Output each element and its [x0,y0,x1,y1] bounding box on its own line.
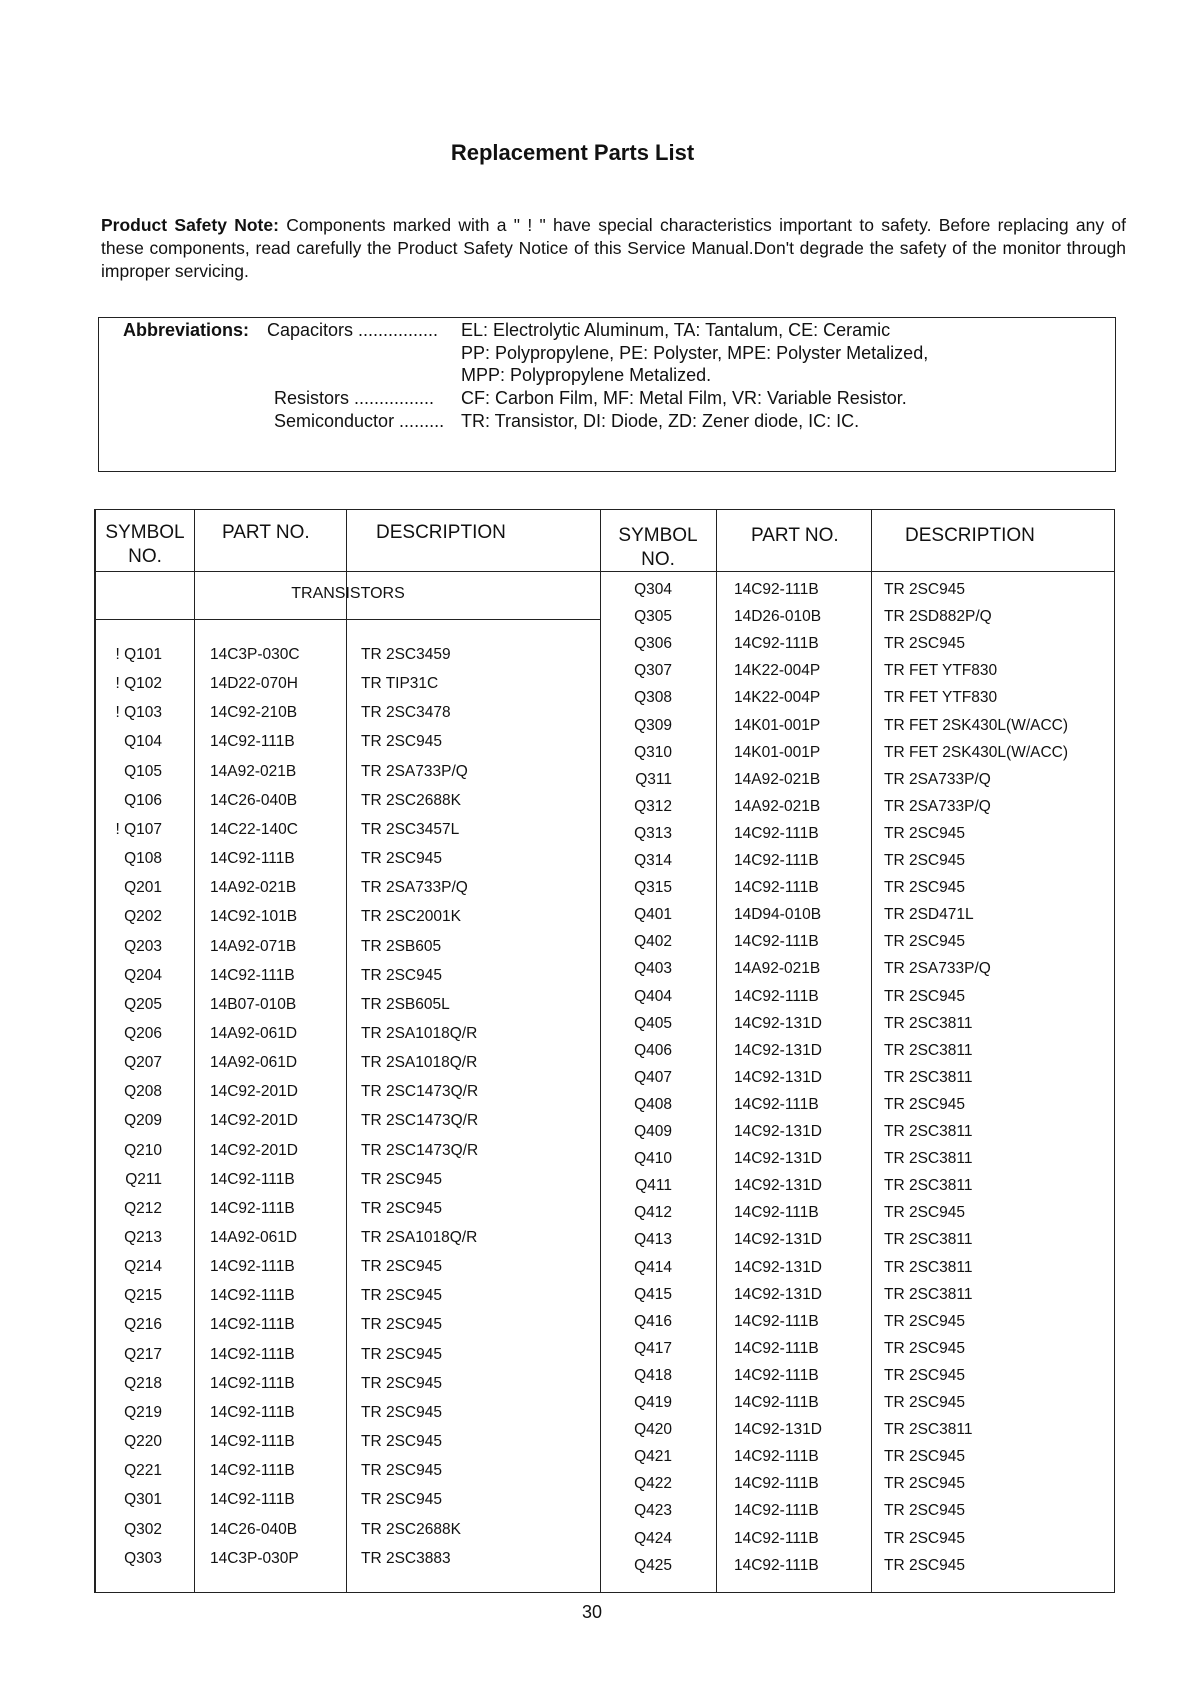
part-no-cell: 14C92-131D [734,1014,822,1032]
description-cell: TR 2SC945 [884,1556,965,1574]
symbol-cell: Q423 [634,1502,672,1520]
description-cell: TR 2SC2688K [361,791,461,809]
description-cell: TR 2SC945 [884,1312,965,1330]
part-no-cell: 14D22-070H [210,675,298,693]
part-no-cell: 14C92-111B [734,581,819,598]
part-no-cell: 14C92-131D [734,1041,822,1059]
symbol-cell: ! Q102 [115,675,162,693]
part-no-cell: 14A92-061D [210,1054,298,1072]
description-cell: TR 2SC3811 [884,1041,973,1059]
description-cell: TR 2SC945 [361,1258,442,1276]
description-cell: TR 2SA733P/Q [884,797,991,815]
part-no-cell: 14A92-021B [210,879,297,897]
symbol-cell: Q301 [124,1491,162,1509]
description-cell: TR 2SA733P/Q [884,770,991,788]
part-no-cell: 14C92-111B [210,966,295,984]
symbol-cell: Q313 [634,824,672,842]
symbol-cell: Q420 [634,1421,672,1439]
symbol-cell: Q414 [634,1258,672,1276]
part-no-cell: 14C92-201D [210,1083,298,1101]
symbol-cell: Q410 [634,1150,672,1168]
part-no-cell: 14C92-111B [734,1204,819,1222]
description-cell: TR 2SA1018Q/R [361,1229,478,1246]
description-cell: TR 2SC945 [361,1287,442,1305]
description-cell: TR 2SC945 [361,1462,442,1480]
symbol-cell: Q210 [124,1141,162,1159]
part-no-cell: 14C92-111B [734,987,819,1005]
part-no-cell: 14B07-010B [210,995,297,1013]
symbol-cell: Q221 [124,1462,162,1480]
safety-note-label: Product Safety Note: [101,215,279,235]
description-cell: TR 2SC945 [884,1095,965,1113]
capacitors-line-2: PP: Polypropylene, PE: Polyster, MPE: Polyster Metalized, [461,343,929,363]
description-cell: TR FET 2SK430L(W/ACC) [884,716,1069,734]
semiconductor-text: TR: Transistor, DI: Diode, ZD: Zener diode, IC: IC. [461,411,860,431]
part-no-cell: 14C92-111B [734,1448,819,1466]
part-no-cell: 14C92-131D [734,1123,822,1140]
description-cell: TR 2SC945 [884,635,965,653]
part-no-cell: 14A92-021B [734,770,821,788]
part-no-cell: 14C92-111B [210,1374,295,1392]
symbol-cell: Q418 [634,1366,672,1384]
symbol-cell: Q205 [124,995,162,1013]
symbol-cell: Q305 [634,608,672,626]
part-no-cell: 14K22-004P [734,689,821,707]
description-cell: TR 2SB605 [361,937,442,955]
symbol-cell: Q108 [124,850,162,868]
symbol-cell: ! Q103 [115,704,162,722]
symbol-cell: Q415 [634,1285,672,1303]
description-cell: TR FET 2SK430L(W/ACC) [884,743,1069,761]
symbol-cell: Q207 [124,1054,162,1072]
symbol-cell: Q211 [125,1170,162,1188]
part-no-cell: 14C92-111B [734,933,819,951]
column-divider [716,510,717,1592]
part-no-cell: 14C92-111B [734,1366,819,1384]
description-cell: TR 2SC3811 [884,1285,973,1303]
symbol-cell: Q309 [634,716,672,734]
description-cell: TR 2SC945 [884,852,965,869]
part-no-cell: 14C92-131D [734,1285,822,1303]
symbol-cell: Q422 [634,1475,672,1493]
page-title: Replacement Parts List [450,140,695,165]
part-no-cell: 14C92-131D [734,1421,822,1439]
symbol-cell: Q417 [634,1339,672,1357]
symbol-cell: Q201 [124,879,162,897]
description-cell: TR 2SC945 [884,1448,965,1466]
part-no-cell: 14C92-111B [734,1394,819,1411]
symbol-cell: Q104 [124,733,162,751]
part-no-cell: 14C92-111B [210,1199,295,1217]
description-cell: TR 2SC945 [361,733,442,751]
symbol-cell: Q220 [124,1433,162,1451]
resistors-text: CF: Carbon Film, MF: Metal Film, VR: Variable Resistor. [461,388,907,408]
part-no-cell: 14K22-004P [734,662,821,680]
part-no-cell: 14C92-201D [210,1141,298,1159]
header-symbol-right: SYMBOL NO. [618,525,698,570]
product-safety-note [101,214,1126,283]
description-cell: TR 2SC3811 [884,1258,973,1276]
symbol-cell: ! Q107 [115,820,162,838]
section-transistors: TRANSISTORS [291,585,405,602]
symbol-cell: Q419 [634,1394,672,1411]
description-cell: TR 2SC945 [884,1502,965,1520]
symbol-cell: Q411 [635,1177,672,1195]
symbol-cell: Q217 [124,1345,162,1363]
column-divider [194,510,195,1592]
part-no-cell: 14C92-111B [734,1095,819,1113]
part-no-cell: 14C92-131D [734,1231,822,1249]
part-no-cell: 14C92-111B [734,1312,819,1330]
part-no-cell: 14C92-111B [210,850,295,868]
description-cell: TR 2SC3883 [361,1549,451,1567]
description-cell: TR 2SC945 [884,581,965,598]
part-no-cell: 14D26-010B [734,608,822,626]
symbol-cell: Q106 [124,791,162,809]
header-symbol-left: SYMBOL NO. [105,522,185,567]
description-cell: TR 2SA733P/Q [361,879,468,897]
part-no-cell: 14C3P-030C [210,646,300,663]
description-cell: TR 2SC1473Q/R [361,1141,479,1159]
part-no-cell: 14C92-131D [734,1258,822,1276]
part-no-cell: 14C92-111B [210,1491,295,1509]
header-part-no-right: PART NO. [751,525,839,546]
symbol-cell: Q314 [634,852,672,869]
symbol-cell: Q407 [634,1068,672,1086]
part-no-cell: 14C92-111B [210,1403,295,1421]
part-no-cell: 14K01-001P [734,743,821,761]
description-cell: TR 2SA733P/Q [361,762,468,780]
symbol-cell: Q302 [124,1520,162,1538]
column-divider [871,510,872,1592]
symbol-cell: Q401 [634,906,672,924]
description-cell: TR 2SA1018Q/R [361,1024,478,1042]
header-description-right: DESCRIPTION [905,525,1035,546]
symbol-cell: Q406 [634,1041,672,1059]
part-no-cell: 14C92-111B [734,635,819,653]
symbol-cell: Q202 [124,908,162,926]
description-cell: TR 2SC945 [884,933,965,951]
abbreviations-label: Abbreviations: [123,320,250,340]
description-cell: TR 2SC945 [884,1366,965,1384]
description-cell: TR FET YTF830 [884,662,998,680]
part-no-cell: 14K01-001P [734,716,821,734]
part-no-cell: 14C92-111B [734,1529,819,1547]
header-description-left: DESCRIPTION [376,522,506,543]
symbol-cell: Q213 [124,1229,162,1246]
part-no-cell: 14D94-010B [734,906,822,924]
description-cell: TR 2SC3811 [884,1231,973,1249]
description-cell: TR 2SD882P/Q [884,608,992,626]
part-no-cell: 14C92-111B [210,1170,295,1188]
part-no-cell: 14A92-071B [210,937,297,955]
description-cell: TR 2SC945 [884,879,965,897]
description-cell: TR 2SC945 [361,1199,442,1217]
part-no-cell: 14A92-021B [734,960,821,978]
symbol-cell: Q310 [634,743,672,761]
part-no-cell: 14C92-111B [210,1345,295,1363]
symbol-cell: Q425 [634,1556,672,1574]
part-no-cell: 14C92-131D [734,1150,822,1168]
part-no-cell: 14A92-061D [210,1024,298,1042]
description-cell: TR 2SC3457L [361,820,460,838]
symbol-cell: Q216 [124,1316,162,1334]
part-no-cell: 14C92-111B [734,1339,819,1357]
symbol-cell: Q204 [124,966,162,984]
description-cell: TR TIP31C [361,675,439,693]
symbol-cell: Q206 [124,1024,162,1042]
description-cell: TR 2SC945 [361,850,442,868]
part-no-cell: 14C92-111B [210,1258,295,1276]
description-cell: TR 2SC3811 [884,1123,973,1140]
symbol-cell: Q408 [634,1095,672,1113]
page-number: 30 [581,1602,603,1622]
symbol-cell: Q308 [634,689,672,707]
symbol-cell: Q307 [634,662,672,680]
symbol-cell: Q412 [634,1204,672,1222]
description-cell: TR 2SC945 [361,1403,442,1421]
symbol-cell: Q312 [634,797,672,815]
symbol-cell: Q403 [634,960,672,978]
description-cell: TR 2SC945 [884,1339,965,1357]
symbol-cell: Q303 [124,1549,162,1567]
header-part-no-left: PART NO. [222,522,310,543]
description-cell: TR 2SC2001K [361,908,461,926]
description-cell: TR 2SC945 [361,1170,442,1188]
description-cell: TR 2SC3811 [884,1177,973,1195]
part-no-cell: 14C92-210B [210,704,298,722]
part-no-cell: 14C92-131D [734,1177,822,1195]
section-divider [96,619,600,620]
symbol-cell: Q315 [634,879,672,897]
symbol-cell: Q421 [634,1448,672,1466]
symbol-cell: Q105 [124,762,162,780]
description-cell: TR 2SC1473Q/R [361,1083,479,1101]
part-no-cell: 14C92-101B [210,908,298,926]
symbol-cell: Q212 [124,1199,162,1217]
description-cell: TR 2SC3459 [361,646,451,663]
part-no-cell: 14C92-111B [734,1475,819,1493]
part-no-cell: 14C92-111B [210,1433,295,1451]
description-cell: TR 2SC945 [361,1374,442,1392]
description-cell: TR 2SA1018Q/R [361,1054,478,1072]
part-no-cell: 14A92-061D [210,1229,298,1246]
part-no-cell: 14C92-111B [210,733,295,751]
description-cell: TR 2SC3811 [884,1150,973,1168]
description-cell: TR 2SC945 [884,1394,965,1411]
part-no-cell: 14C92-111B [734,852,819,869]
symbol-cell: Q424 [634,1529,672,1547]
description-cell: TR 2SA733P/Q [884,960,991,978]
symbol-cell: Q413 [634,1231,672,1249]
symbol-cell: Q215 [124,1287,162,1305]
part-no-cell: 14C22-140C [210,820,298,838]
symbol-cell: Q306 [634,635,672,653]
description-cell: TR 2SC945 [361,1316,442,1334]
part-no-cell: 14C92-111B [734,824,819,842]
capacitors-label: Capacitors ................ [267,320,439,340]
symbol-cell: Q214 [124,1258,162,1276]
part-no-cell: 14C92-111B [734,879,819,897]
abbreviations-box [98,317,1116,472]
semiconductor-label: Semiconductor ......... [274,411,445,431]
column-divider [346,510,347,1592]
symbol-cell: Q311 [635,770,672,788]
description-cell: TR 2SC945 [884,1204,965,1222]
symbol-cell: Q209 [124,1112,162,1130]
part-no-cell: 14C92-111B [210,1287,295,1305]
part-no-cell: 14C92-111B [734,1502,819,1520]
symbol-cell: Q405 [634,1014,672,1032]
part-no-cell: 14C92-111B [210,1316,295,1334]
description-cell: TR FET YTF830 [884,689,998,707]
part-no-cell: 14A92-021B [210,762,297,780]
symbol-cell: Q416 [634,1312,672,1330]
symbol-cell: Q203 [124,937,162,955]
part-no-cell: 14C26-040B [210,1520,298,1538]
symbol-cell: Q218 [124,1374,162,1392]
description-cell: TR 2SC945 [884,824,965,842]
symbol-cell: Q409 [634,1123,672,1140]
symbol-cell: ! Q101 [115,646,162,663]
description-cell: TR 2SC3811 [884,1421,973,1439]
capacitors-line-1: EL: Electrolytic Aluminum, TA: Tantalum, CE: Ceramic [461,320,891,340]
description-cell: TR 2SC2688K [361,1520,461,1538]
symbol-cell: Q304 [634,581,672,598]
description-cell: TR 2SC945 [884,1475,965,1493]
part-no-cell: 14A92-021B [734,797,821,815]
symbol-cell: Q402 [634,933,672,951]
safety-note-text: Components marked with a " ! " have special characteristics important to safety. Before replacing any of these components, read carefully the Product Safety Notice of this Service Manual.Don't degrade the safety of the monitor through improper servicing. [101,215,1127,281]
description-cell: TR 2SC945 [361,966,442,984]
parts-table [94,509,1115,1593]
symbol-cell: Q208 [124,1083,162,1101]
part-no-cell: 14C92-131D [734,1068,822,1086]
description-cell: TR 2SC945 [361,1433,442,1451]
description-cell: TR 2SC3478 [361,704,451,722]
description-cell: TR 2SC3811 [884,1068,973,1086]
symbol-cell: Q219 [124,1403,162,1421]
part-no-cell: 14C3P-030P [210,1549,299,1567]
description-cell: TR 2SC945 [361,1345,442,1363]
description-cell: TR 2SC945 [884,987,965,1005]
part-no-cell: 14C26-040B [210,791,298,809]
description-cell: TR 2SD471L [884,906,974,924]
part-no-cell: 14C92-111B [734,1556,819,1574]
description-cell: TR 2SC1473Q/R [361,1112,479,1130]
resistors-label: Resistors ................ [274,388,435,408]
description-cell: TR 2SC945 [884,1529,965,1547]
part-no-cell: 14C92-111B [210,1462,295,1480]
symbol-cell: Q404 [634,987,672,1005]
description-cell: TR 2SB605L [361,995,450,1013]
part-no-cell: 14C92-201D [210,1112,298,1130]
description-cell: TR 2SC945 [361,1491,442,1509]
capacitors-line-3: MPP: Polypropylene Metalized. [461,365,712,385]
description-cell: TR 2SC3811 [884,1014,973,1032]
